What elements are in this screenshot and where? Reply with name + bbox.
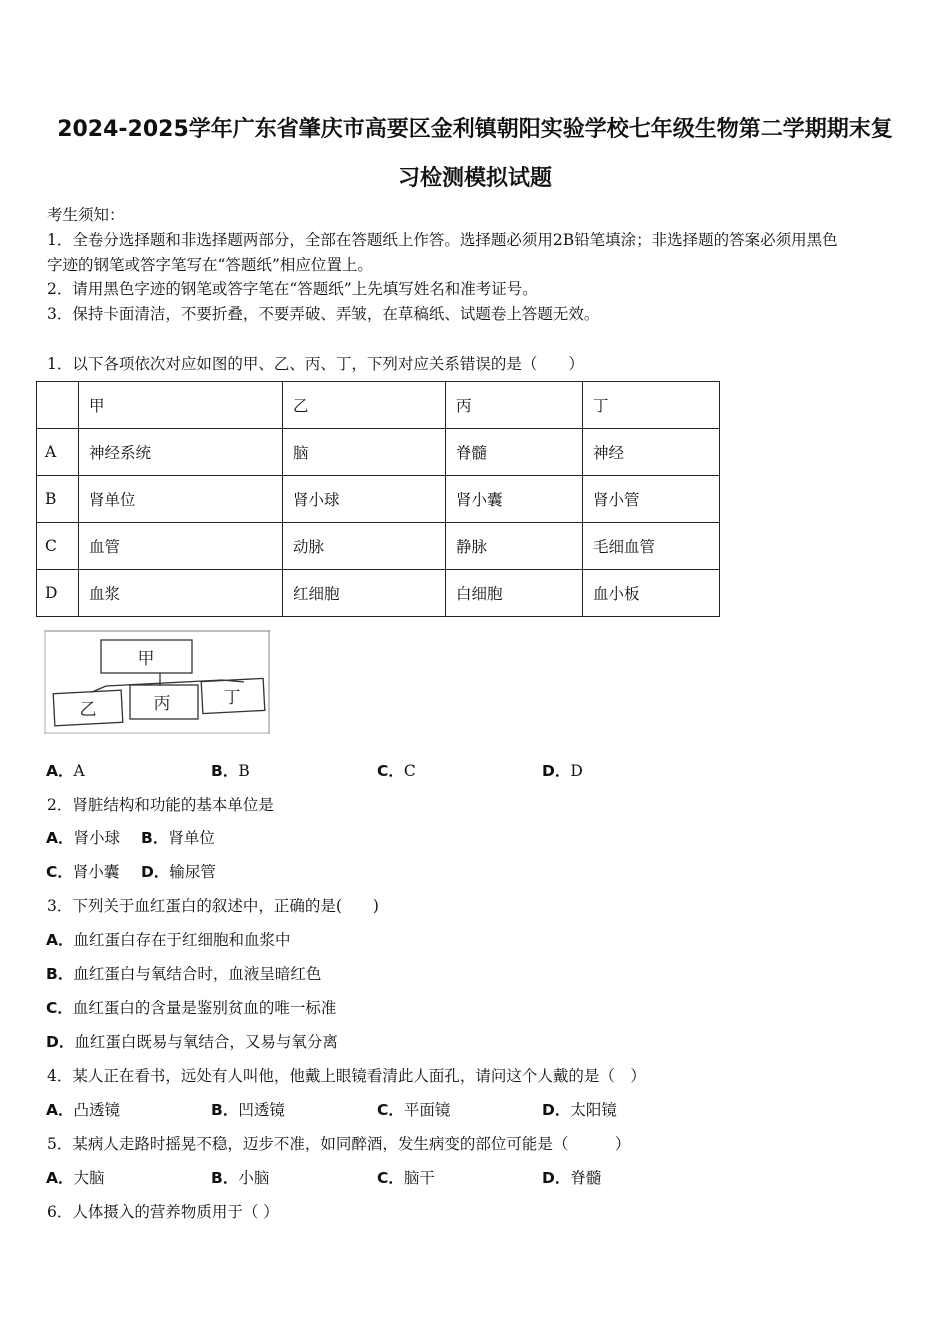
q2-option-c[interactable] — [46, 860, 119, 882]
option-letter: A． — [46, 762, 74, 780]
table-row — [37, 476, 720, 523]
q2-option-a[interactable] — [46, 826, 120, 848]
question-1-diagram — [44, 630, 270, 734]
option-text: 太阳镜 — [570, 1101, 617, 1119]
document-title-line-2: 习检测模拟试题 — [397, 166, 552, 191]
table-cell: 毛细血管 — [583, 523, 720, 570]
table-row — [37, 429, 720, 476]
q3-option-a[interactable] — [46, 928, 291, 950]
question-6-stem: 6．人体摄入的营养物质用于（ ） — [47, 1203, 279, 1221]
box-ding-label: 丁 — [223, 688, 241, 708]
option-letter: C． — [46, 863, 73, 881]
q4-option-c[interactable] — [377, 1098, 450, 1120]
q3-option-b[interactable] — [46, 962, 321, 984]
q5-option-d[interactable] — [542, 1166, 601, 1188]
notice-item-3: 3．保持卡面清洁，不要折叠，不要弄破、弄皱，在草稿纸、试题卷上答题无效。 — [47, 305, 600, 323]
option-letter: C． — [377, 762, 404, 780]
option-text: 脑干 — [403, 1169, 435, 1187]
table-cell: 神经系统 — [79, 429, 283, 476]
box-jia-label: 甲 — [137, 649, 155, 669]
notice-item-1b: 字迹的钢笔或答字笔写在“答题纸”相应位置上。 — [47, 256, 373, 274]
option-text: 血红蛋白的含量是鉴别贫血的唯一标准 — [72, 999, 337, 1017]
q5-option-b[interactable] — [211, 1166, 269, 1188]
question-2-stem: 2．肾脏结构和功能的基本单位是 — [47, 796, 274, 814]
table-cell: 肾小管 — [583, 476, 720, 523]
option-text: 血红蛋白与氧结合时，血液呈暗红色 — [73, 965, 322, 983]
notice-item-2: 2．请用黑色字迹的钢笔或答字笔在“答题纸”上先填写姓名和准考证号。 — [47, 280, 538, 298]
table-cell: 血浆 — [79, 570, 283, 617]
table-header-row — [37, 382, 720, 429]
table-cell — [37, 382, 79, 429]
table-row — [37, 523, 720, 570]
option-text: B — [238, 762, 250, 780]
table-cell: 红细胞 — [283, 570, 446, 617]
option-letter: C． — [377, 1169, 404, 1187]
table-cell: 肾单位 — [79, 476, 283, 523]
q1-option-b[interactable] — [211, 759, 250, 781]
option-letter: D． — [46, 1033, 75, 1051]
q4-option-d[interactable] — [542, 1098, 617, 1120]
option-letter: D． — [542, 762, 571, 780]
option-text: 凸透镜 — [73, 1101, 121, 1119]
option-text: D — [570, 762, 583, 780]
table-cell: 乙 — [283, 382, 446, 429]
table-cell: 甲 — [79, 382, 283, 429]
option-text: 小脑 — [238, 1169, 270, 1187]
table-cell: 肾小囊 — [446, 476, 583, 523]
option-text: 血红蛋白既易与氧结合，又易与氧分离 — [74, 1033, 338, 1051]
option-text: 输尿管 — [169, 863, 216, 881]
option-letter: A． — [46, 1169, 74, 1187]
option-text: 大脑 — [73, 1169, 105, 1187]
option-text: 脊髓 — [570, 1169, 602, 1187]
q4-option-a[interactable] — [46, 1098, 120, 1120]
question-1-table — [36, 381, 720, 617]
option-letter: B． — [211, 1101, 239, 1119]
option-letter: B． — [211, 1169, 239, 1187]
q3-option-c[interactable] — [46, 996, 336, 1018]
option-text: A — [73, 762, 85, 780]
option-letter: D． — [141, 863, 170, 881]
table-cell: 脑 — [283, 429, 446, 476]
option-letter: D． — [542, 1169, 571, 1187]
document-title-line-1: 2024-2025学年广东省肇庆市高要区金利镇朝阳实验学校七年级生物第二学期期末复 — [57, 117, 893, 142]
box-yi-label: 乙 — [79, 700, 97, 720]
q5-option-a[interactable] — [46, 1166, 105, 1188]
option-letter: C． — [377, 1101, 404, 1119]
table-cell: 丁 — [583, 382, 720, 429]
table-cell: 神经 — [583, 429, 720, 476]
option-text: 肾单位 — [168, 829, 215, 847]
notice-item-1a: 1．全卷分选择题和非选择题两部分，全部在答题纸上作答。选择题必须用2B铅笔填涂；非选择题的答案必须用黑色 — [47, 231, 838, 249]
table-cell: C — [37, 523, 79, 570]
option-letter: D． — [542, 1101, 571, 1119]
question-4-stem: 4．某人正在看书，远处有人叫他，他戴上眼镜看清此人面孔，请问这个人戴的是（ ） — [47, 1067, 646, 1085]
table-cell: A — [37, 429, 79, 476]
table-cell: 静脉 — [446, 523, 583, 570]
table-cell: 脊髓 — [446, 429, 583, 476]
option-letter: B． — [46, 965, 74, 983]
option-letter: A． — [46, 829, 74, 847]
option-text: 平面镜 — [403, 1101, 451, 1119]
notice-heading: 考生须知： — [47, 206, 125, 224]
q2-option-b[interactable] — [141, 826, 215, 848]
option-letter: A． — [46, 931, 74, 949]
q5-option-c[interactable] — [377, 1166, 435, 1188]
q2-option-d[interactable] — [141, 860, 216, 882]
question-1-stem: 1．以下各项依次对应如图的甲、乙、丙、丁，下列对应关系错误的是（ ） — [47, 355, 584, 373]
table-cell: D — [37, 570, 79, 617]
option-text: 凹透镜 — [238, 1101, 285, 1119]
q4-option-b[interactable] — [211, 1098, 285, 1120]
question-5-stem: 5．某病人走路时摇晃不稳，迈步不准，如同醉酒，发生病变的部位可能是（ ） — [47, 1135, 631, 1153]
q1-option-c[interactable] — [377, 759, 416, 781]
table-cell: 白细胞 — [446, 570, 583, 617]
option-letter: C． — [46, 999, 73, 1017]
q1-option-a[interactable] — [46, 759, 85, 781]
table-cell: 血小板 — [583, 570, 720, 617]
option-text: C — [403, 762, 416, 780]
option-letter: A． — [46, 1101, 74, 1119]
option-letter: B． — [141, 829, 169, 847]
table-cell: B — [37, 476, 79, 523]
table-cell: 动脉 — [283, 523, 446, 570]
option-text: 血红蛋白存在于红细胞和血浆中 — [73, 931, 291, 949]
table-cell: 肾小球 — [283, 476, 446, 523]
table-cell: 血管 — [79, 523, 283, 570]
question-3-stem: 3．下列关于血红蛋白的叙述中，正确的是( ) — [47, 897, 379, 915]
option-text: 肾小囊 — [72, 863, 120, 881]
option-letter: B． — [211, 762, 239, 780]
table-cell: 丙 — [446, 382, 583, 429]
option-text: 肾小球 — [73, 829, 121, 847]
table-row — [37, 570, 720, 617]
box-bing-label: 丙 — [153, 694, 171, 714]
q1-option-d[interactable] — [542, 759, 583, 781]
q3-option-d[interactable] — [46, 1030, 338, 1052]
